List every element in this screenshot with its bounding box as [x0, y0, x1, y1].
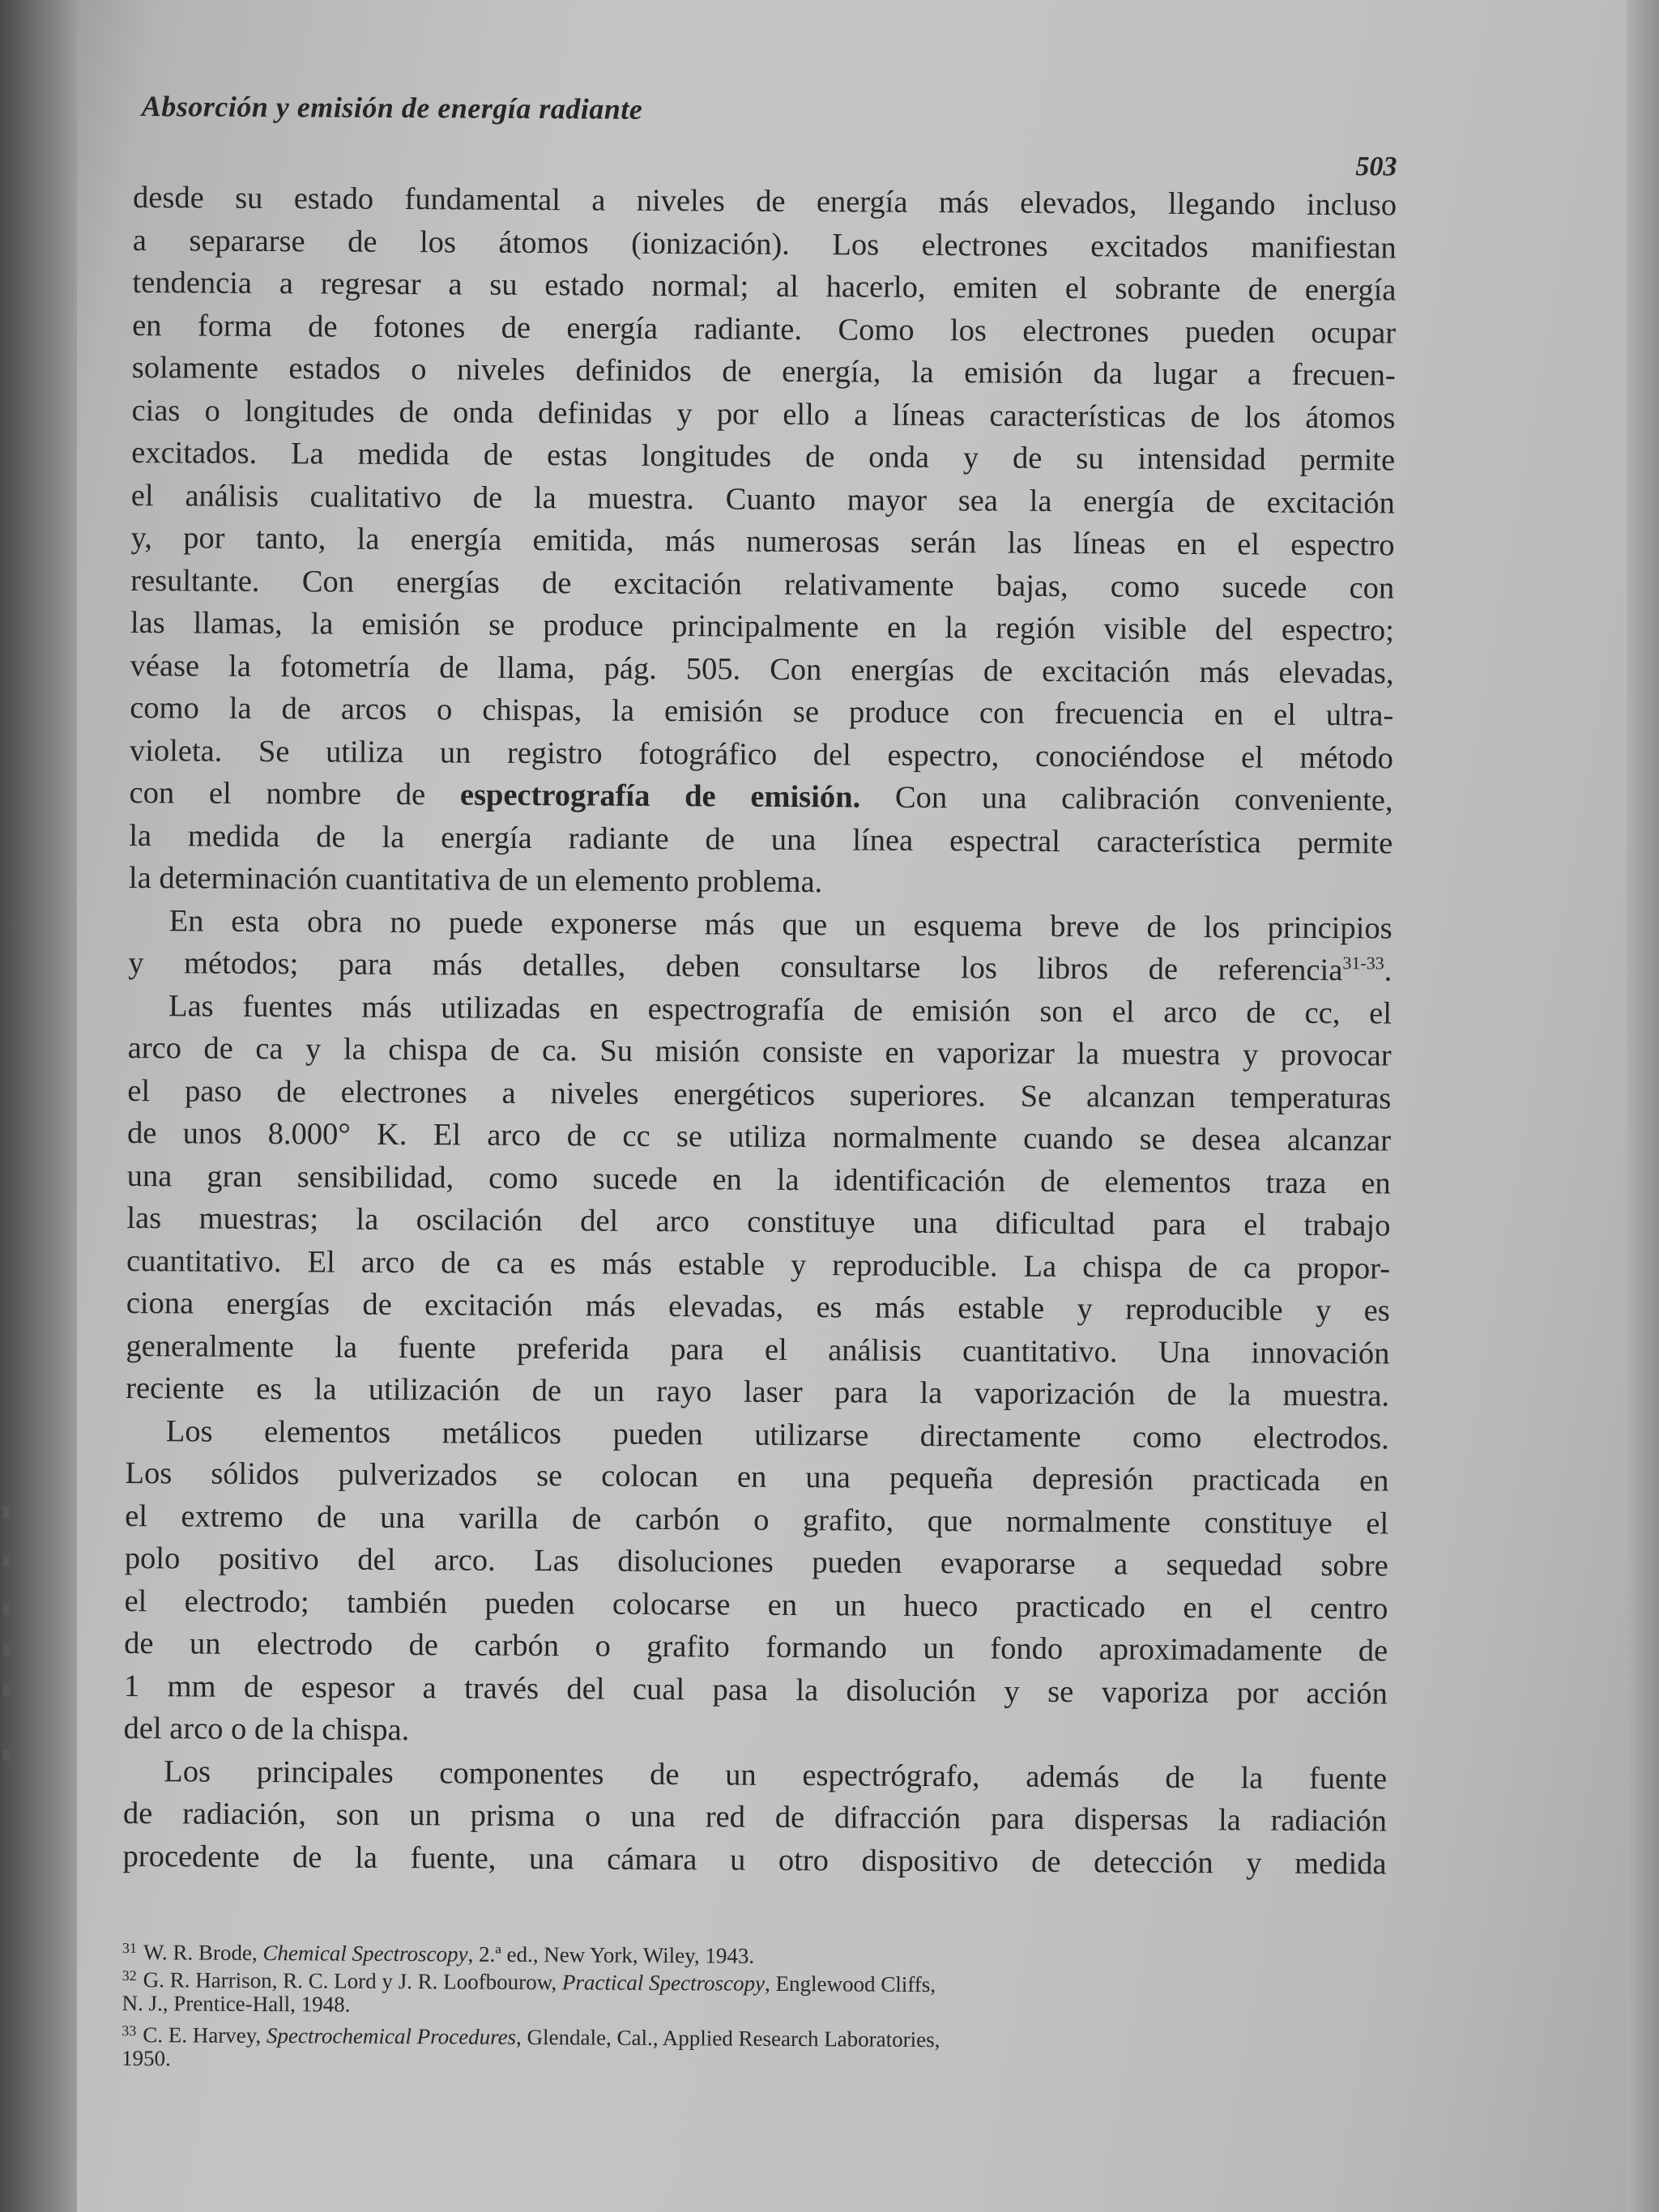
text-line: [128, 942, 1392, 992]
text-line: una gran sensibilidad, como sucede en la identificación de elementos traza en: [126, 1158, 1391, 1201]
text-segment: Con una calibración conveniente,: [860, 780, 1393, 818]
body-text: [122, 177, 1397, 1885]
footnote-author: W. R. Brode,: [143, 1940, 263, 1966]
reference-superscript: 31-33: [1342, 953, 1384, 974]
text-line: Las fuentes más utilizadas en espectrografía de emisión son el arco de cc, el: [168, 988, 1392, 1031]
footnote-marker: 32: [122, 1967, 137, 1984]
text-line: excitados. La medida de estas longitudes de onda y de su intensidad permite: [131, 435, 1396, 478]
footnotes: [122, 1934, 1386, 2080]
binding-shadow: [0, 0, 77, 2212]
footnote-title: Spectrochemical Procedures: [266, 2023, 517, 2049]
text-line: como la de arcos o chispas, la emisión se produce con frecuencia en el ultra-: [130, 690, 1394, 733]
footnote-details: , Englewood Cliffs,: [764, 1971, 936, 1997]
page-number: 503: [1355, 151, 1397, 182]
text-line: de un electrodo de carbón o grafito formando un fondo aproximadamente de: [124, 1626, 1388, 1669]
text-segment: con el nombre de: [129, 775, 461, 812]
text-line: las muestras; la oscilación del arco constituye una dificultad para el trabajo: [126, 1200, 1391, 1243]
text-line: véase la fotometría de llama, pág. 505. Con energías de excitación más elevadas,: [130, 648, 1394, 691]
text-segment: y métodos; para más detalles, deben consultarse los libros de referencia: [128, 945, 1343, 988]
footnote-details: , Glendale, Cal., Applied Research Laboratories,: [516, 2024, 940, 2052]
footnote-author: G. R. Harrison, R. C. Lord y J. R. Loofbourow,: [143, 1967, 562, 1995]
bold-term: espectrografía de emisión.: [459, 778, 861, 815]
text-line: Los sólidos pulverizados se colocan en una pequeña depresión practicada en: [125, 1455, 1389, 1498]
text-line: 1 mm de espesor a través del cual pasa la disolución y se vaporiza por acción: [123, 1669, 1388, 1711]
text-line: desde su estado fundamental a niveles de energía más elevados, llegando incluso: [132, 180, 1397, 223]
text-line: el paso de electrones a niveles energéticos superiores. Se alcanzan temperaturas: [127, 1073, 1392, 1116]
footnote-33-continued: 1950.: [121, 2045, 171, 2071]
footnote-32-continued: N. J., Prentice-Hall, 1948.: [122, 1990, 351, 2017]
text-line: violeta. Se utiliza un registro fotográfico del espectro, conociéndose el método: [129, 733, 1394, 776]
page-edge: [1627, 0, 1659, 2212]
text-line: el electrodo; también pueden colocarse en un hueco practicado en el centro: [124, 1583, 1388, 1626]
text-line: en forma de fotones de energía radiante. Como los electrones pueden ocupar: [132, 308, 1397, 351]
text-line: cuantitativo. El arco de ca es más estable y reproducible. La chispa de ca propor-: [126, 1243, 1391, 1286]
text-line: Los elementos metálicos pueden utilizarse directamente como electrodos.: [165, 1413, 1389, 1455]
text-line: [129, 772, 1392, 822]
footnote-details: , 2.ª ed., New York, Wiley, 1943.: [467, 1941, 755, 1968]
text-line: cias o longitudes de onda definidas y por ello a líneas características de los átomos: [131, 393, 1396, 436]
footnote-author: C. E. Harvey,: [143, 2022, 267, 2048]
text-line: el análisis cualitativo de la muestra. Cuanto mayor sea la energía de excitación: [130, 478, 1395, 521]
text-line: de radiación, son un prisma o una red de difracción para dispersas la radiación: [122, 1796, 1388, 1839]
text-line: reciente es la utilización de un rayo laser para la vaporización de la muestra.: [126, 1370, 1390, 1413]
footnote-title: Practical Spectroscopy: [561, 1970, 766, 1996]
text-line: generalmente la fuente preferida para el análisis cuantitativo. Una innovación: [126, 1328, 1390, 1370]
adjacent-page-marks: [0, 1507, 24, 1831]
text-line: y, por tanto, la energía emitida, más numerosas serán las líneas en el espectro: [130, 520, 1395, 563]
text-line: tendencia a regresar a su estado normal; al hacerlo, emiten el sobrante de energía: [132, 265, 1397, 308]
text-line: procedente de la fuente, una cámara u otro dispositivo de detección y medida: [122, 1839, 1387, 1881]
footnote-marker: 31: [122, 1939, 137, 1957]
page-text-block: [121, 81, 1397, 2071]
footnote-marker: 33: [122, 2022, 137, 2039]
text-line: ciona energías de excitación más elevadas, es más estable y reproducible y es: [126, 1285, 1390, 1328]
text-line: En esta obra no puede exponerse más que un esquema breve de los principios: [168, 903, 1392, 946]
text-line: solamente estados o niveles definidos de energía, la emisión da lugar a frecuen-: [131, 350, 1396, 393]
text-line: del arco o de la chispa.: [123, 1711, 410, 1748]
text-line: el extremo de una varilla de carbón o grafito, que normalmente constituye el: [125, 1498, 1389, 1541]
text-segment: .: [1384, 953, 1392, 988]
text-line: resultante. Con energías de excitación relativamente bajas, como sucede con: [130, 563, 1395, 606]
text-line: polo positivo del arco. Las disoluciones pueden evaporarse a sequedad sobre: [124, 1541, 1388, 1583]
footnote-title: Chemical Spectroscopy: [262, 1941, 468, 1967]
text-line: las llamas, la emisión se produce principalmente en la región visible del espectro;: [130, 605, 1395, 648]
text-line: la determinación cuantitativa de un elemento problema.: [128, 860, 823, 900]
text-line: Los principales componentes de un espectrógrafo, además de la fuente: [164, 1754, 1388, 1796]
text-line: de unos 8.000° K. El arco de cc se utiliza normalmente cuando se desea alcanzar: [126, 1115, 1392, 1158]
text-line: a separarse de los átomos (ionización). Los electrones excitados manifiestan: [132, 223, 1397, 266]
running-head: Absorción y emisión de energía radiante: [141, 90, 643, 126]
text-line: arco de ca y la chispa de ca. Su misión consiste en vaporizar la muestra y provocar: [127, 1030, 1392, 1073]
text-line: la medida de la energía radiante de una línea espectral característica permite: [129, 818, 1393, 861]
